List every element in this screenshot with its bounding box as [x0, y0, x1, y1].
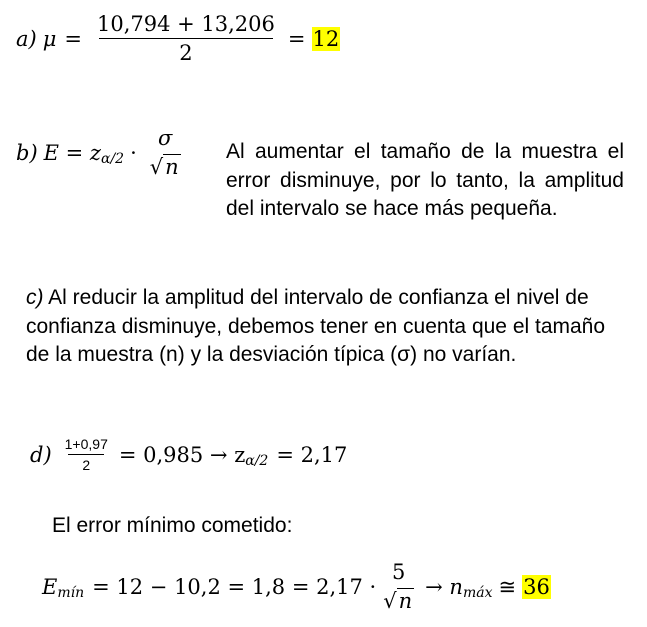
sigma-over-sqrt-n: [147, 126, 184, 179]
part-c-text: Al reducir la amplitud del intervalo de confianza el nivel de confianza disminuye, debemos tener en cuenta que el tamaño de la muestra (n) y la desviación típica (σ) no varían.: [26, 286, 606, 366]
equals-sign-2: =: [287, 26, 306, 51]
part-d-subscript: α/2: [245, 452, 269, 469]
part-d-z-value: = 2,17: [276, 442, 348, 467]
n-symbol-d: n: [398, 589, 413, 613]
five-over-sqrt-n: [380, 560, 417, 613]
mean-numerator: 10,794 + 13,206: [96, 12, 275, 36]
part-b-formula: [16, 126, 188, 179]
mean-fraction: [94, 12, 278, 65]
sqrt-n-denominator: [380, 586, 417, 613]
part-b-explanation: Al aumentar el tamaño de la muestra el error disminuye, por lo tanto, la amplitud del intervalo se hace más pequeña.: [226, 140, 624, 220]
sqrt-expression: [150, 154, 181, 179]
confidence-numerator: 1+0,97: [64, 436, 108, 452]
part-a-label: a): [16, 26, 37, 51]
sample-size-result: 36: [523, 574, 550, 599]
equals-sign: =: [64, 26, 82, 51]
error-formula-subscript: α/2: [100, 150, 125, 167]
n-max-subscript: máx: [462, 584, 493, 601]
error-formula-lhs: E = z: [43, 140, 101, 165]
error-computation: = 12 − 10,2 = 1,8 = 2,17 ·: [92, 574, 377, 599]
part-d-error-equation: [42, 560, 551, 613]
approx-symbol: ≅: [498, 574, 517, 599]
sqrt-n: [147, 152, 184, 179]
arrow-n: → n: [425, 574, 463, 599]
part-c-paragraph: [26, 284, 626, 370]
part-d-equation: [30, 436, 347, 473]
e-symbol: E: [42, 574, 58, 599]
e-subscript: mín: [57, 584, 85, 601]
sqrt-sign-d: √: [383, 589, 397, 613]
part-a-equation: [16, 12, 340, 65]
sqrt-expression-d: [383, 588, 414, 613]
five-numerator: 5: [392, 560, 406, 584]
mean-denominator: 2: [99, 38, 272, 65]
confidence-denominator: 2: [68, 454, 104, 473]
confidence-fraction: [62, 436, 111, 473]
mean-result: 12: [312, 26, 340, 51]
mu-symbol: μ: [42, 26, 57, 51]
error-minimum-label: El error mínimo cometido:: [52, 514, 293, 537]
part-b-label: b): [16, 140, 38, 165]
sqrt-sign: √: [149, 155, 164, 179]
part-d-rest: = 0,985 → z: [118, 442, 246, 467]
sigma-symbol: σ: [158, 126, 173, 150]
dot-operator: ·: [130, 140, 137, 165]
part-c-label: c): [26, 286, 44, 309]
part-d-label: d): [30, 442, 52, 467]
n-symbol: n: [165, 155, 179, 179]
